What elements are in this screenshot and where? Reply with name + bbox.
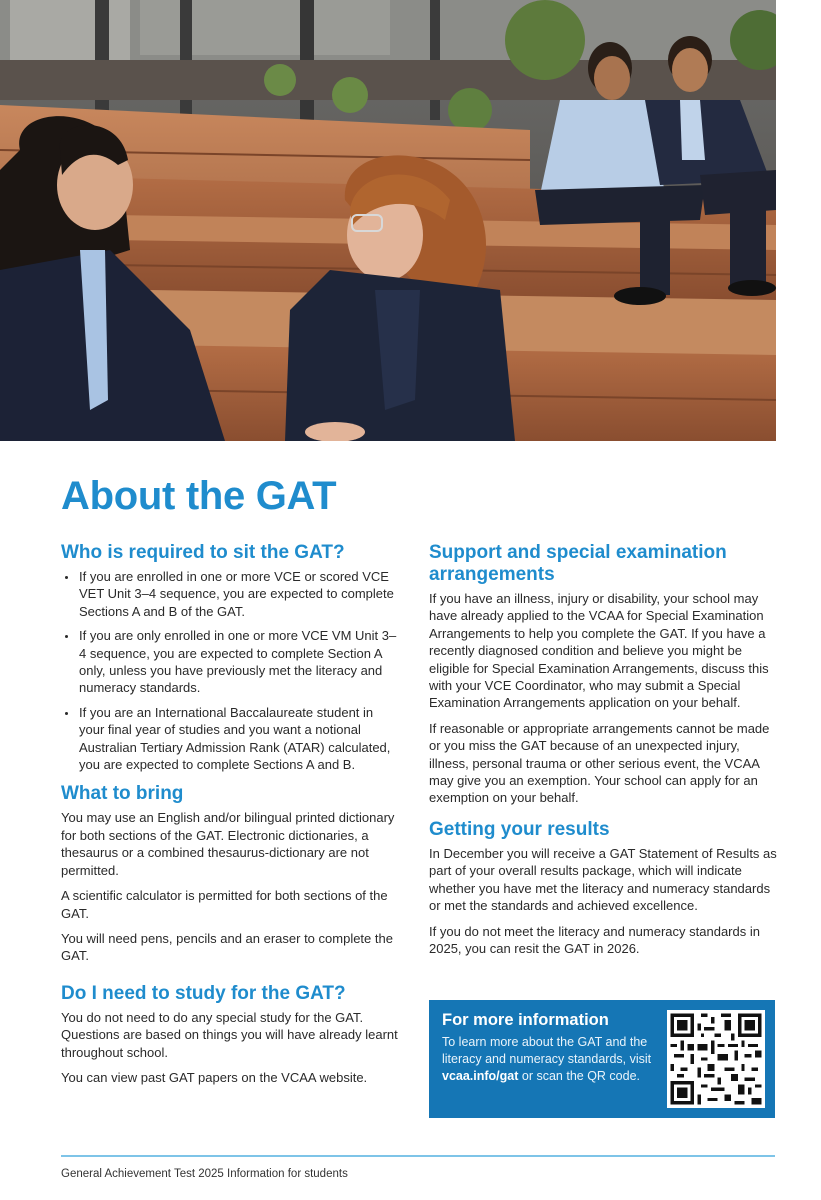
more-info-text-lead: To learn more about the GAT and the literacy and numeracy standards, visit bbox=[442, 1035, 652, 1066]
vcaa-link[interactable]: vcaa.info/gat bbox=[442, 1069, 519, 1083]
qr-code-icon[interactable] bbox=[667, 1010, 765, 1108]
heading-what-to-bring: What to bring bbox=[61, 783, 184, 805]
paragraph: A scientific calculator is permitted for both sections of the GAT. bbox=[61, 888, 388, 921]
list-item: • If you are an International Baccalaureate student in your final year of studies and you want a notional Australian Tertiary Admission Rank (ATAR) calculated, you are expected to complete Sections A and B. bbox=[78, 704, 401, 774]
paragraph: In December you will receive a GAT Statement of Results as part of your overall results package, which will indicate whether you have met the literacy and numeracy standards or met the standards and achieved excellence. bbox=[429, 845, 777, 914]
hero-photo bbox=[0, 0, 776, 441]
who-required-list bbox=[61, 568, 401, 773]
paragraph: You can view past GAT papers on the VCAA website. bbox=[61, 1069, 368, 1085]
paragraph: You may use an English and/or bilingual printed dictionary for both sections of the GAT. Electronic dictionaries, a thesaurus or a combined thesaurus-dictionary are not permitted. bbox=[61, 810, 395, 878]
paragraph: You will need pens, pencils and an eraser to complete the GAT. bbox=[61, 930, 393, 964]
paragraph: If you have an illness, injury or disability, your school may have already applied to the VCAA for Special Examination Arrangements to help you complete the GAT. If you have a recently diagnosed condition and believe you might be eligible for Special Examination Arrangements, discuss this with your VCE Coordinator, who may submit a Special Examination Arrangements application on your behalf. bbox=[429, 591, 769, 711]
more-info-title: For more information bbox=[442, 1011, 609, 1029]
heading-results: Getting your results bbox=[429, 818, 610, 840]
footer-text: General Achievement Test 2025 Information for students bbox=[61, 1168, 348, 1180]
paragraph: You do not need to do any special study for the GAT. Questions are based on things you will have already learnt throughout school. bbox=[61, 1009, 398, 1060]
more-info-text bbox=[442, 1034, 652, 1085]
list-item: • If you are enrolled in one or more VCE or scored VCE VET Unit 3–4 sequence, you are expected to complete Sections A and B of the GAT. bbox=[78, 568, 401, 620]
paragraph: If reasonable or appropriate arrangements cannot be made or you miss the GAT because of an unexpected injury, illness, personal trauma or other serious event, the VCAA may give you an exemption. Your school can apply for an exemption on your behalf. bbox=[429, 720, 770, 806]
more-info-text-tail: or scan the QR code. bbox=[518, 1069, 641, 1083]
left-column bbox=[61, 542, 401, 1094]
hero-photo-illustration bbox=[0, 0, 776, 441]
page-title: About the GAT bbox=[61, 474, 337, 518]
more-info-box bbox=[429, 1000, 775, 1118]
list-item: • If you are only enrolled in one or more VCE VM Unit 3–4 sequence, you are expected to complete Section A only, unless you have previously met the literacy and numeracy standards. bbox=[78, 627, 401, 697]
heading-support: Support and special examination arrangements bbox=[429, 542, 727, 585]
heading-study: Do I need to study for the GAT? bbox=[61, 982, 346, 1004]
heading-who-required: Who is required to sit the GAT? bbox=[61, 542, 345, 563]
footer-divider bbox=[61, 1155, 775, 1157]
right-column bbox=[429, 542, 777, 965]
paragraph: If you do not meet the literacy and numeracy standards in 2025, you can resit the GAT in 2026. bbox=[429, 923, 760, 956]
